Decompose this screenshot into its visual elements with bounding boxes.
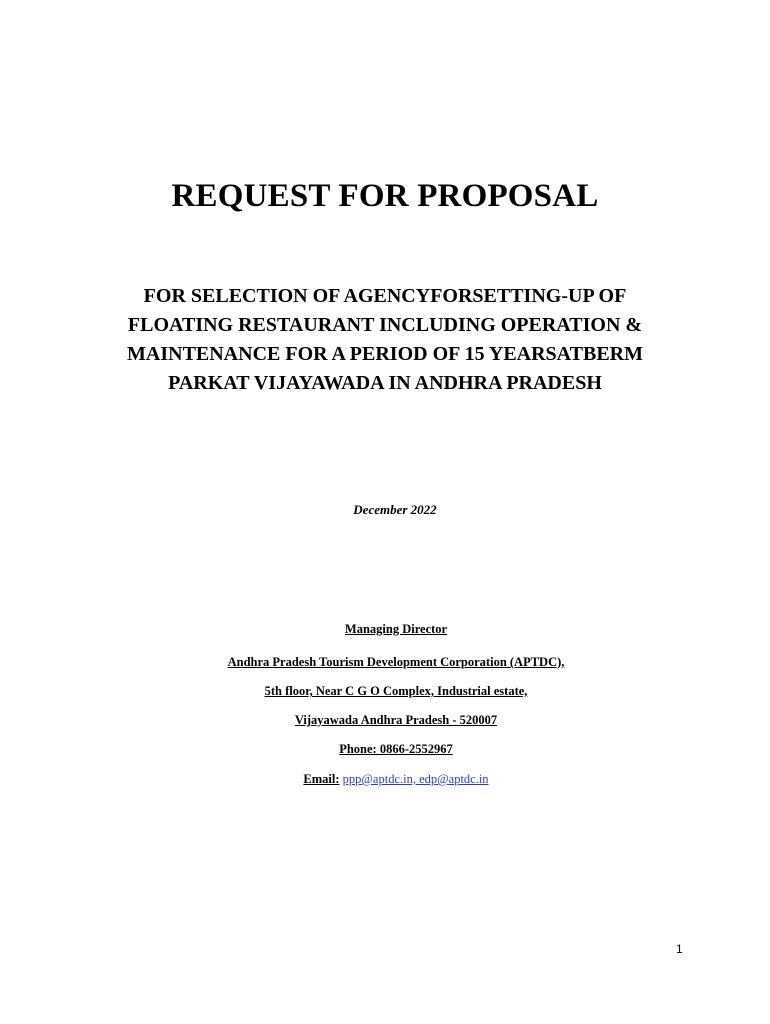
contact-designation [0,621,770,637]
address-text: 5th floor, Near C G O Complex, Industrial estate, [264,684,528,698]
email-link[interactable]: ppp@aptdc.in, edp@aptdc.in [342,772,489,786]
document-title: REQUEST FOR PROPOSAL [171,178,599,214]
phone-text: Phone: 0866-2552967 [339,742,453,756]
contact-organization [0,654,770,670]
email-label: Email: [303,772,340,786]
subtitle-line: FLOATING RESTAURANT INCLUDING OPERATION & [127,314,643,336]
contact-address [0,683,770,699]
designation-text: Managing Director [344,622,448,636]
page-number: 1 [676,942,683,956]
city-text: Vijayawada Andhra Pradesh - 520007 [294,713,498,727]
contact-phone [0,741,770,757]
contact-email [0,771,770,787]
document-date: December 2022 [353,502,437,517]
subtitle-line: PARKAT VIJAYAWADA IN ANDHRA PRADESH [168,372,602,394]
subtitle-line: FOR SELECTION OF AGENCYFORSETTING-UP OF [143,285,627,307]
subtitle-line: MAINTENANCE FOR A PERIOD OF 15 YEARSATBERM [127,343,643,365]
organization-text: Andhra Pradesh Tourism Development Corporation (APTDC), [227,655,565,669]
document-subtitle [0,282,770,398]
contact-city [0,712,770,728]
